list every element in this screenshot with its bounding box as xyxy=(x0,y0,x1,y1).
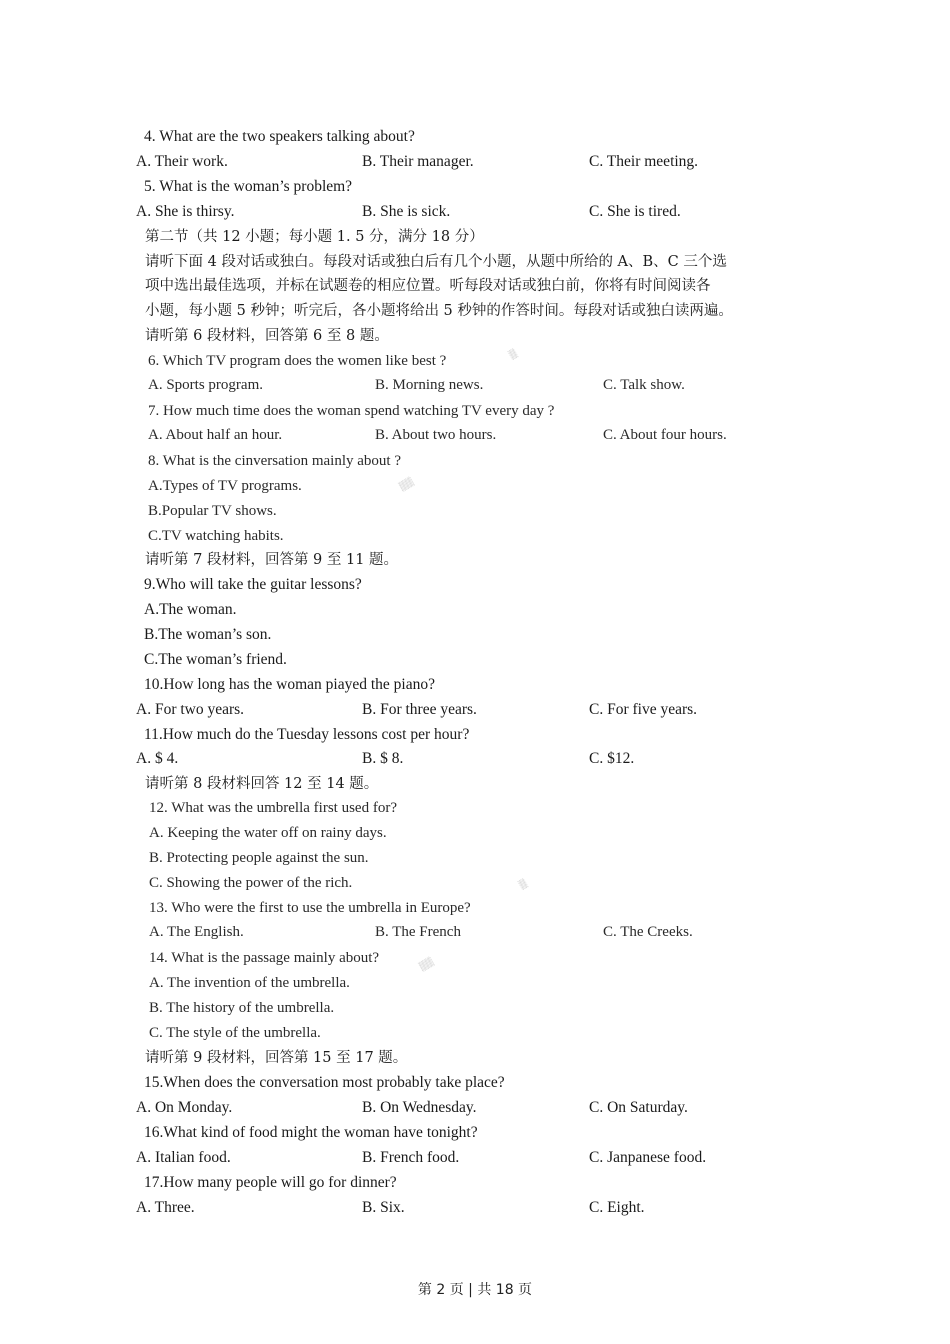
question-9-stem: 9.Who will take the guitar lessons? xyxy=(144,576,362,593)
option-a: A. Sports program. xyxy=(148,377,263,393)
instructions-line-1: 请听下面 4 段对话或独白。每段对话或独白后有几个小题，从题中所给的 A、B、C 三个选 xyxy=(145,254,727,270)
option-c: C. On Saturday. xyxy=(589,1099,688,1116)
option-c: C. $12. xyxy=(589,750,635,767)
question-14-stem: 14. What is the passage mainly about? xyxy=(149,950,380,966)
option-c: C. About four hours. xyxy=(603,427,727,443)
page-footer: 第 2 页 | 共 18 页 xyxy=(417,1282,533,1298)
option-b: B. The French xyxy=(375,924,461,940)
watermark: ▒ xyxy=(517,878,529,892)
option-b: B. For three years. xyxy=(362,701,477,718)
option-b: B. On Wednesday. xyxy=(362,1099,477,1116)
set-7-heading: 请听第 7 段材料，回答第 9 至 11 题。 xyxy=(145,552,399,568)
watermark: ▒▒ xyxy=(418,957,436,973)
question-10-stem: 10.How long has the woman piayed the piano? xyxy=(144,676,435,693)
question-11-stem: 11.How much do the Tuesday lessons cost per hour? xyxy=(144,726,470,743)
question-14-option-b: B. The history of the umbrella. xyxy=(149,1000,335,1016)
option-b: B. Their manager. xyxy=(362,153,474,170)
question-4-options xyxy=(0,152,950,172)
option-c: C. Talk show. xyxy=(603,377,685,393)
instructions-line-2: 项中选出最佳选项，并标在试题卷的相应位置。听每段对话或独白前，你将有时间阅读各 xyxy=(145,278,711,294)
option-c: C. Their meeting. xyxy=(589,153,699,170)
question-14-option-c: C. The style of the umbrella. xyxy=(149,1025,321,1041)
option-b: B. French food. xyxy=(362,1149,460,1166)
question-5-stem: 5. What is the woman’s problem? xyxy=(144,178,353,195)
option-a: A. Their work. xyxy=(136,153,228,170)
option-b: B. Morning news. xyxy=(375,377,484,393)
question-8-stem: 8. What is the cinversation mainly about ? xyxy=(148,453,401,469)
question-14-option-a: A. The invention of the umbrella. xyxy=(149,975,350,991)
option-a: A. About half an hour. xyxy=(148,427,283,443)
question-12-stem: 12. What was the umbrella first used for? xyxy=(149,800,397,816)
option-a: A. She is thirsy. xyxy=(136,203,235,220)
question-7-stem: 7. How much time does the woman spend watching TV every day ? xyxy=(148,403,555,419)
option-b: B. $ 8. xyxy=(362,750,404,767)
question-9-option-b: B.The woman’s son. xyxy=(144,626,272,643)
question-12-option-b: B. Protecting people against the sun. xyxy=(149,850,369,866)
option-a: A. Italian food. xyxy=(136,1149,231,1166)
question-17-options xyxy=(0,1198,950,1218)
question-6-options xyxy=(0,375,950,395)
section-2-title: 第二节（共 12 小题；每小题 1. 5 分，满分 18 分） xyxy=(145,229,484,245)
question-15-options xyxy=(0,1098,950,1118)
question-10-options xyxy=(0,700,950,720)
option-a: A. $ 4. xyxy=(136,750,179,767)
option-a: A. On Monday. xyxy=(136,1099,233,1116)
question-4-stem: 4. What are the two speakers talking about? xyxy=(144,128,415,145)
question-12-option-a: A. Keeping the water off on rainy days. xyxy=(149,825,387,841)
option-b: B. Six. xyxy=(362,1199,405,1216)
question-7-options xyxy=(0,425,950,445)
question-16-stem: 16.What kind of food might the woman have tonight? xyxy=(144,1124,478,1141)
question-13-stem: 13. Who were the first to use the umbrella in Europe? xyxy=(149,900,471,916)
question-6-stem: 6. Which TV program does the women like best ? xyxy=(148,353,447,369)
instructions-line-3: 小题，每小题 5 秒钟；听完后，各小题将给出 5 秒钟的作答时间。每段对话或独白读两遍。 xyxy=(145,303,733,319)
watermark: ▒ xyxy=(507,348,519,362)
question-9-option-a: A.The woman. xyxy=(144,601,237,618)
question-17-stem: 17.How many people will go for dinner? xyxy=(144,1174,397,1191)
option-b: B. She is sick. xyxy=(362,203,451,220)
option-a: A. For two years. xyxy=(136,701,245,718)
option-a: A. Three. xyxy=(136,1199,195,1216)
question-15-stem: 15.When does the conversation most probably take place? xyxy=(144,1074,505,1091)
question-13-options xyxy=(0,922,950,942)
question-5-options xyxy=(0,202,950,222)
option-a: A. The English. xyxy=(149,924,244,940)
question-8-option-a: A.Types of TV programs. xyxy=(148,478,302,494)
watermark: ▒▒ xyxy=(398,477,416,493)
question-16-options xyxy=(0,1148,950,1168)
option-c: C. Eight. xyxy=(589,1199,645,1216)
option-c: C. The Creeks. xyxy=(603,924,693,940)
option-b: B. About two hours. xyxy=(375,427,497,443)
set-9-heading: 请听第 9 段材料，回答第 15 至 17 题。 xyxy=(145,1050,408,1066)
option-c: C. For five years. xyxy=(589,701,698,718)
option-c: C. She is tired. xyxy=(589,203,681,220)
set-8-heading: 请听第 8 段材料回答 12 至 14 题。 xyxy=(145,776,379,792)
set-6-heading: 请听第 6 段材料，回答第 6 至 8 题。 xyxy=(145,328,389,344)
option-c: C. Janpanese food. xyxy=(589,1149,707,1166)
question-8-option-b: B.Popular TV shows. xyxy=(148,503,277,519)
question-12-option-c: C. Showing the power of the rich. xyxy=(149,875,353,891)
question-11-options xyxy=(0,749,950,769)
question-8-option-c: C.TV watching habits. xyxy=(148,528,284,544)
question-9-option-c: C.The woman’s friend. xyxy=(144,651,287,668)
